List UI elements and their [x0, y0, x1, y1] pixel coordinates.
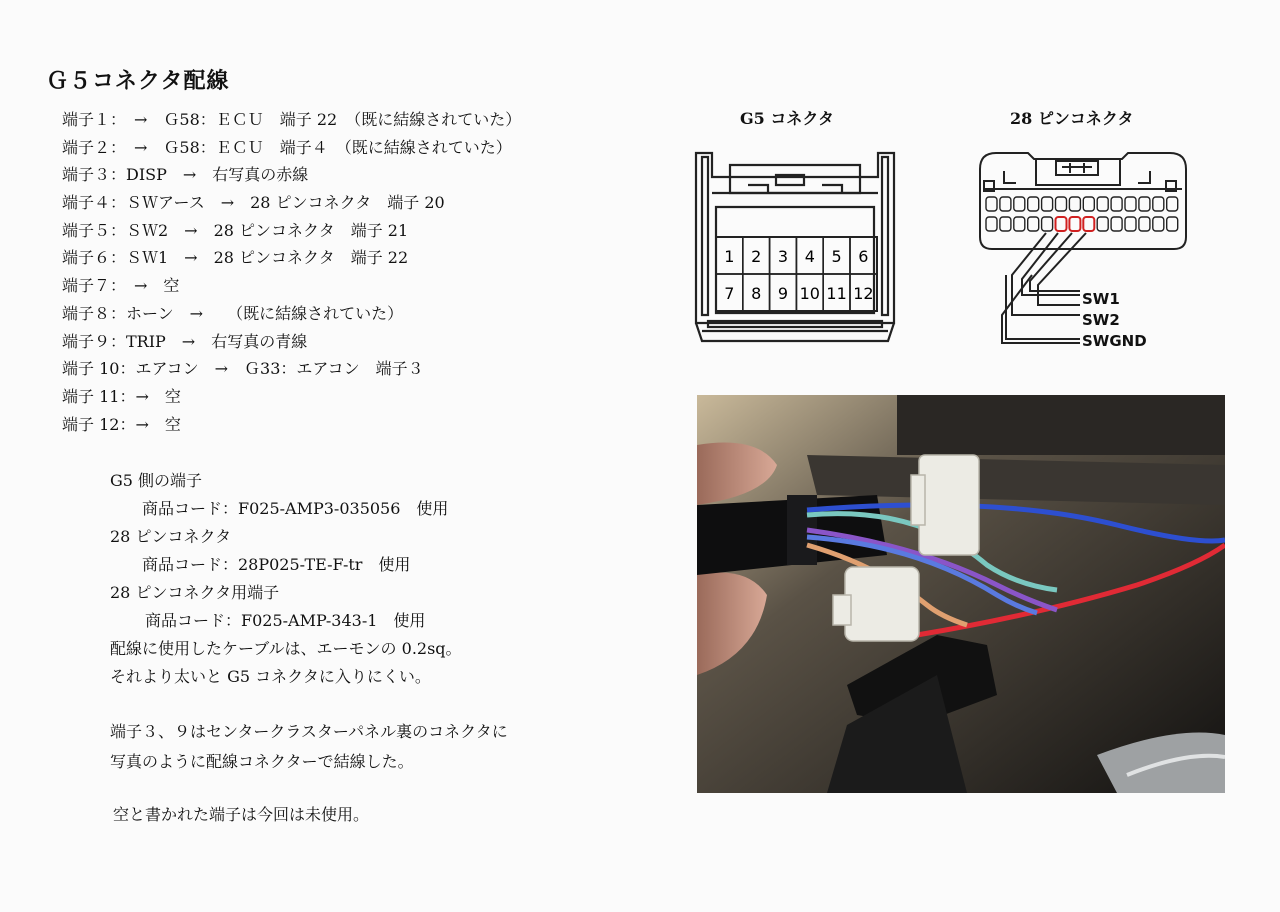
wiring-photo: [697, 395, 1225, 793]
note-line-3: 空と書かれた端子は今回は未使用。: [113, 805, 370, 824]
pin28-pin: [1153, 197, 1164, 211]
pin28-pin: [1042, 217, 1053, 231]
pin-row-12: 端子 12：→ 空: [62, 414, 181, 434]
label-sw1: SW1: [1082, 290, 1120, 308]
pin28-pin: [1097, 217, 1108, 231]
pin-row-8: 端子８：ホーン → （既に結線されていた）: [62, 303, 404, 323]
g5-connector-caption: G5 コネクタ: [740, 109, 835, 128]
pin28-pin: [1139, 197, 1150, 211]
pin-row-2: 端子２： → Ｇ58：ＥＣＵ 端子４ （既に結線されていた）: [62, 137, 512, 157]
pin28-pin: [1139, 217, 1150, 231]
g5-pin-number: 7: [724, 284, 735, 303]
pin28-pin: [1125, 217, 1136, 231]
pin-row-4: 端子４：ＳＷアース → 28 ピンコネクタ 端子 20: [62, 193, 445, 213]
pin28-pin: [1042, 197, 1053, 211]
g5-pin-number: 4: [804, 247, 815, 266]
connector-block-lower: [833, 567, 919, 641]
pin28-pin: [1153, 217, 1164, 231]
g5-pin-number: 11: [826, 284, 847, 303]
pin-row-3: 端子３：DISP → 右写真の赤線: [62, 165, 309, 185]
label-sw2: SW2: [1082, 311, 1120, 329]
pin28-product-code: 商品コード：28P025-TE-F-tr 使用: [142, 555, 411, 574]
pin28-pin: [1097, 197, 1108, 211]
pin28-pin: [986, 217, 997, 231]
pin-row-9: 端子９：TRIP → 右写真の青線: [62, 331, 308, 351]
pin28-connector-heading: 28 ピンコネクタ: [110, 527, 232, 546]
pin28-pin: [1069, 197, 1080, 211]
pin28-pin: [1083, 197, 1094, 211]
g5-pin-number: 1: [724, 247, 735, 266]
pin28-pin: [1014, 217, 1025, 231]
pin28-highlighted-pin: [1069, 217, 1080, 231]
pin28-pin: [1000, 217, 1011, 231]
pin28-pin: [1000, 197, 1011, 211]
pin-row-6: 端子６：ＳＷ1 → 28 ピンコネクタ 端子 22: [62, 248, 409, 268]
pin28-pin: [1014, 197, 1025, 211]
g5-pin-number: 5: [831, 247, 842, 266]
g5-connector-diagram: [690, 145, 905, 355]
pin28-pin: [1111, 217, 1122, 231]
g5-pin-number: 6: [858, 247, 869, 266]
pin28-connector-caption: 28 ピンコネクタ: [1010, 109, 1134, 128]
g5-pin-number: 12: [853, 284, 874, 303]
cable-note-1: 配線に使用したケーブルは、エーモンの 0.2sq。: [110, 639, 462, 658]
pin28-pin: [1056, 197, 1067, 211]
g5-side-terminal-heading: G5 側の端子: [110, 471, 203, 490]
cable-note-2: それより太いと G5 コネクタに入りにくい。: [110, 667, 431, 686]
pin28-pin: [1028, 217, 1039, 231]
pin-row-7: 端子７： → 空: [62, 276, 180, 296]
pin28-pin: [1111, 197, 1122, 211]
pin28-terminal-product-code: 商品コード：F025-AMP-343-1 使用: [145, 611, 426, 630]
pin28-terminal-heading: 28 ピンコネクタ用端子: [110, 583, 280, 602]
pin-row-5: 端子５：ＳＷ2 → 28 ピンコネクタ 端子 21: [62, 220, 409, 240]
wiring-notes: [110, 717, 508, 777]
pin28-highlighted-pin: [1083, 217, 1094, 231]
pin-row-10: 端子 10：エアコン → Ｇ33：エアコン 端子３: [62, 359, 424, 379]
pin28-pin: [1167, 217, 1178, 231]
pin28-pin: [1028, 197, 1039, 211]
g5-pin-number: 8: [751, 284, 762, 303]
label-swgnd: SWGND: [1082, 332, 1147, 350]
note-line-2: 写真のように配線コネクターで結線した。: [110, 752, 414, 771]
g5-pin-number: 3: [777, 247, 789, 266]
pin28-highlighted-pin: [1056, 217, 1067, 231]
pin-row-11: 端子 11：→ 空: [62, 386, 181, 406]
pin28-pin: [986, 197, 997, 211]
pin28-pin: [1167, 197, 1178, 211]
pin-assignment-list: [62, 106, 521, 438]
pin-row-1: 端子１： → Ｇ58：ＥＣＵ 端子 22 （既に結線されていた）: [62, 110, 522, 129]
g5-pin-number: 9: [777, 284, 789, 303]
pin28-pin: [1125, 197, 1136, 211]
g5-pin-number: 2: [751, 247, 762, 266]
parts-list: [110, 467, 462, 691]
g5-pin-number: 10: [799, 284, 820, 303]
connector-block-upper: [911, 455, 979, 555]
page-title: Ｇ５コネクタ配線: [46, 69, 230, 94]
note-line-1: 端子３、９はセンタークラスターパネル裏のコネクタに: [110, 722, 508, 741]
g5-product-code: 商品コード：F025-AMP3-035056 使用: [142, 499, 449, 518]
